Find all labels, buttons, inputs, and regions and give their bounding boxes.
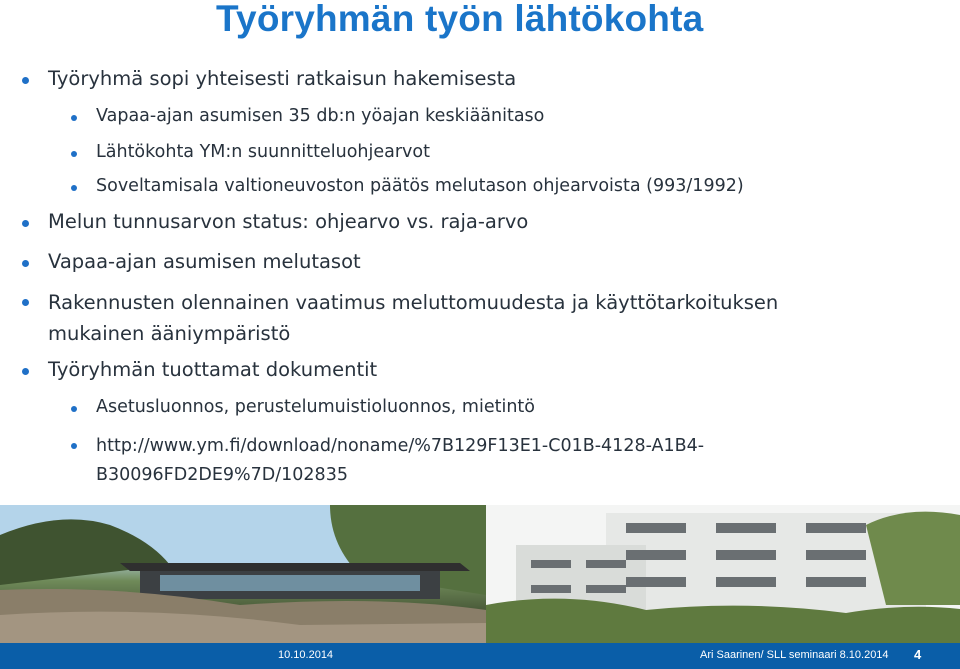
footer-date: 10.10.2014 (278, 649, 334, 661)
page-number: 4 (914, 647, 922, 662)
bullet-item (48, 358, 377, 381)
bullet-text: Asetusluonnos, perustelumuistioluonnos, mietintö (96, 397, 535, 417)
photo-strip (0, 505, 960, 643)
sub-bullet-item (96, 106, 544, 126)
bullet-icon (71, 185, 77, 191)
sub-bullet-item (96, 432, 704, 490)
bullet-item (48, 287, 778, 349)
cottage-illustration (0, 505, 486, 643)
bullet-icon (71, 406, 77, 412)
bullet-item (48, 210, 528, 233)
link-text-continued[interactable]: B30096FD2DE9%7D/102835 (96, 465, 348, 485)
footer-bar (0, 643, 960, 669)
slide-title-area (0, 0, 960, 44)
apartment-illustration (486, 505, 960, 643)
sub-bullet-item (96, 142, 430, 162)
bullet-item (48, 250, 361, 273)
bullet-text: Työryhmä sopi yhteisesti ratkaisun hakemisesta (48, 67, 517, 90)
sub-bullet-item (96, 176, 744, 196)
bullet-icon (22, 220, 29, 227)
bullet-text: Lähtökohta YM:n suunnitteluohjearvot (96, 142, 430, 162)
bullet-text: Vapaa-ajan asumisen 35 db:n yöajan keskiäänitaso (96, 106, 545, 126)
bullet-icon (22, 368, 29, 375)
bullet-item (48, 67, 516, 90)
bullet-icon (22, 260, 29, 267)
link-text[interactable]: http://www.ym.fi/download/noname/%7B129F13E1-C01B-4128-A1B4- (96, 436, 705, 456)
summer-cottage-photo (0, 505, 486, 643)
bullet-icon (71, 151, 77, 157)
bullet-icon (71, 443, 77, 449)
sub-bullet-item (96, 397, 535, 417)
bullet-text: Soveltamisala valtioneuvoston päätös melutason ohjearvoista (993/1992) (96, 176, 744, 196)
bullet-text: Melun tunnusarvon status: ohjearvo vs. raja-arvo (48, 210, 529, 233)
bullet-text: Työryhmän tuottamat dokumentit (48, 358, 378, 381)
slide-title: Työryhmän työn lähtökohta (216, 0, 704, 39)
bullet-icon (22, 299, 29, 306)
bullet-text: Rakennusten olennainen vaatimus meluttomuudesta ja käyttötarkoituksen (48, 291, 779, 314)
footer-author: Ari Saarinen/ SLL seminaari 8.10.2014 (700, 649, 889, 661)
apartment-building-photo (486, 505, 960, 643)
bullet-icon (71, 115, 77, 121)
bullet-text: Vapaa-ajan asumisen melutasot (48, 250, 361, 273)
bullet-text-continued: mukainen ääniympäristö (48, 322, 291, 345)
bullet-icon (22, 77, 29, 84)
